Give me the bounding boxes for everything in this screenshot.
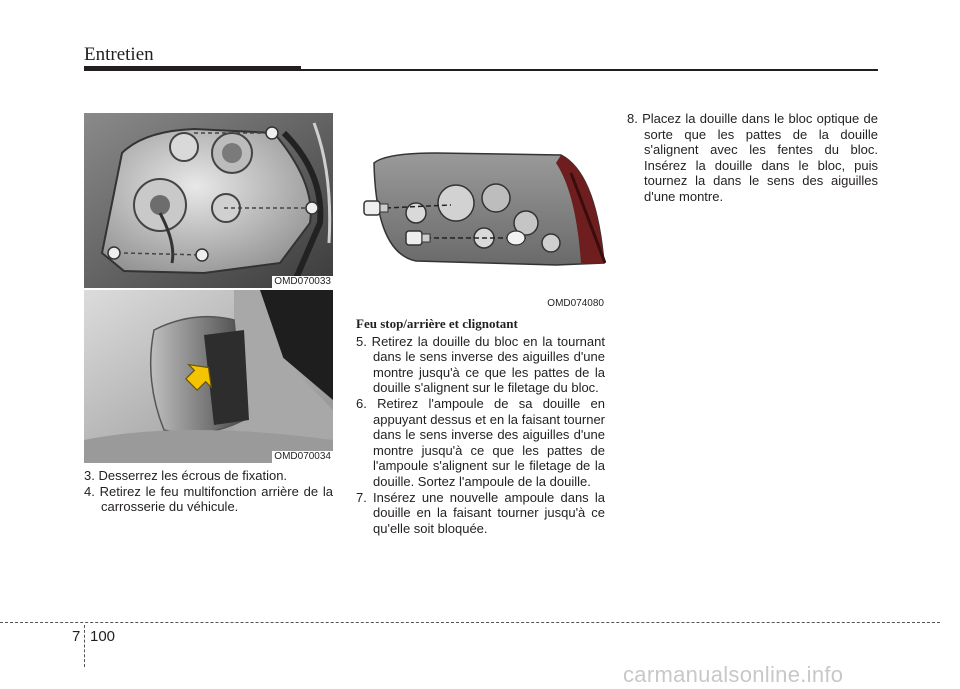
step-item: 7. Insérez une nouvelle ampoule dans la douille en la faisant tourner jusqu'à ce qu'elle soit bloquée. bbox=[356, 489, 605, 536]
step-item: 4. Retirez le feu multifonction arrière de la carrosserie du véhicule. bbox=[84, 483, 333, 515]
figure-code: OMD070034 bbox=[274, 451, 331, 462]
page-number: 100 bbox=[90, 628, 116, 645]
steps-column-3 bbox=[627, 111, 878, 205]
step-item: 3. Desserrez les écrous de fixation. bbox=[84, 468, 288, 483]
chapter-number: 7 bbox=[72, 628, 81, 645]
lamp-housing-illustration bbox=[84, 113, 333, 288]
header-rule-thin bbox=[301, 69, 878, 71]
figure-lamp-sockets bbox=[356, 113, 606, 310]
watermark: carmanualsonline.info bbox=[623, 662, 844, 687]
step-item: 6. Retirez l'ampoule de sa douille en appuyant dessus et en la faisant tourner dans le sens inverse des aiguilles d'une montre jusqu'à ce que les pattes de l'ampoule s'alignent sur le filetage de la douille. Sortez l'ampoule de la douille. bbox=[356, 395, 605, 489]
header-rule-thick bbox=[84, 66, 301, 71]
step-item: 5. Retirez la douille du bloc en la tournant dans le sens inverse des aiguilles d'une montre jusqu'à ce que les pattes de la douille s'alignent sur le filetage du bloc. bbox=[356, 333, 605, 396]
figure-vehicle-rear bbox=[84, 290, 333, 463]
footer-divider bbox=[84, 625, 85, 667]
figure-code: OMD074080 bbox=[547, 298, 604, 309]
vehicle-rear-illustration bbox=[84, 290, 333, 463]
figure-lamp-housing bbox=[84, 113, 333, 288]
section-heading: Feu stop/arrière et clignotant bbox=[356, 316, 518, 331]
lamp-sockets-illustration bbox=[356, 113, 606, 295]
steps-column-2 bbox=[356, 316, 605, 536]
figure-code: OMD070033 bbox=[274, 276, 331, 287]
step-item: 8. Placez la douille dans le bloc optique de sorte que les pattes de la douille s'alignent avec les fentes du bloc. Insérez la douille dans le bloc, puis tournez la dans le sens des aiguilles d'une montre. bbox=[627, 111, 878, 204]
footer-rule bbox=[0, 622, 940, 623]
page-title: Entretien bbox=[84, 44, 154, 65]
steps-column-1 bbox=[84, 468, 333, 515]
